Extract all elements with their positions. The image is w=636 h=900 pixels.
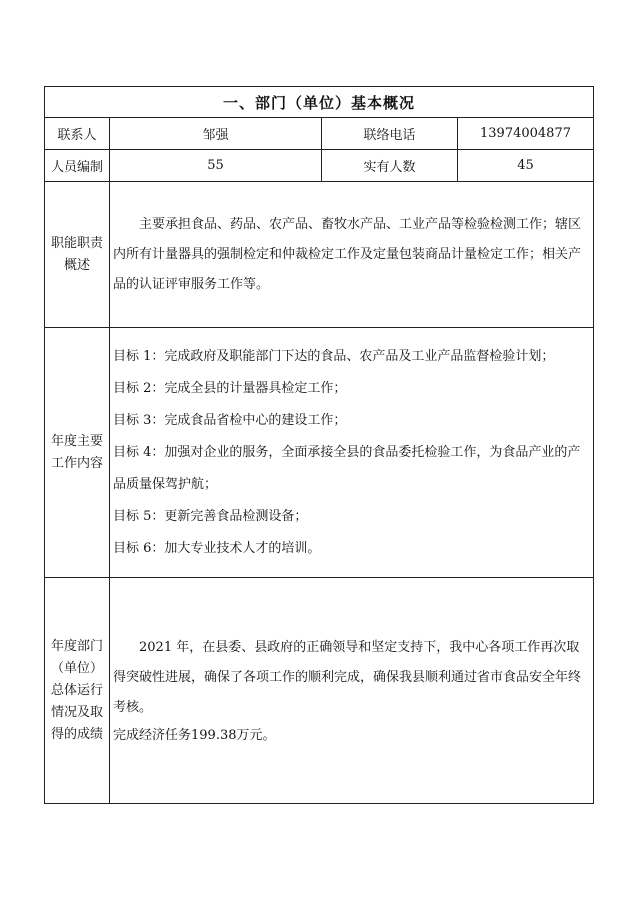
phone-value: 13974004877: [458, 118, 594, 150]
goal-item: 目标 5：更新完善食品检测设备；: [113, 508, 308, 524]
actual-label: 实有人数: [322, 150, 458, 182]
actual-value: 45: [458, 150, 594, 182]
performance-label: 年度部门（单位）总体运行情况及取得的成绩: [45, 578, 110, 804]
goal-item: 目标 3：完成食品省检中心的建设工作；: [113, 412, 347, 428]
contact-label: 联系人: [45, 118, 110, 150]
goal-item: 目标 2：完成全县的计量器具检定工作；: [113, 380, 347, 396]
duties-text: 主要承担食品、药品、农产品、畜牧水产品、工业产品等检验检测工作；辖区内所有计量器具的强制检定和仲裁检定工作及定量包装商品计量检定工作；相关产品的认证评审服务工作等。: [113, 216, 582, 292]
staff-label: 人员编制: [45, 150, 110, 182]
staff-value: 55: [110, 150, 322, 182]
phone-label: 联络电话: [322, 118, 458, 150]
goal-item: 目标 6：加大专业技术人才的培训。: [113, 540, 321, 556]
tasks-label: 年度主要工作内容: [45, 328, 110, 578]
duties-label: 职能职责概述: [45, 182, 110, 328]
contact-value: 邹强: [110, 118, 322, 150]
goal-item: 目标 1：完成政府及职能部门下达的食品、农产品及工业产品监督检验计划；: [113, 348, 555, 364]
performance-text: 2021 年，在县委、县政府的正确领导和坚定支持下，我中心各项工作再次取得突破性进展，确保了各项工作的顺利完成，确保我县顺利通过省市食品安全年终考核。: [113, 639, 582, 715]
goals-list: [110, 328, 594, 578]
basic-info-table: [44, 86, 594, 804]
goal-item: 目标 4：加强对企业的服务，全面承接全县的食品委托检验工作，为食品产业的产品质量保驾护航；: [113, 444, 581, 492]
section-title: 一、部门（单位）基本概况: [45, 87, 594, 118]
performance-text-2: 完成经济任务199.38万元。: [113, 727, 276, 743]
